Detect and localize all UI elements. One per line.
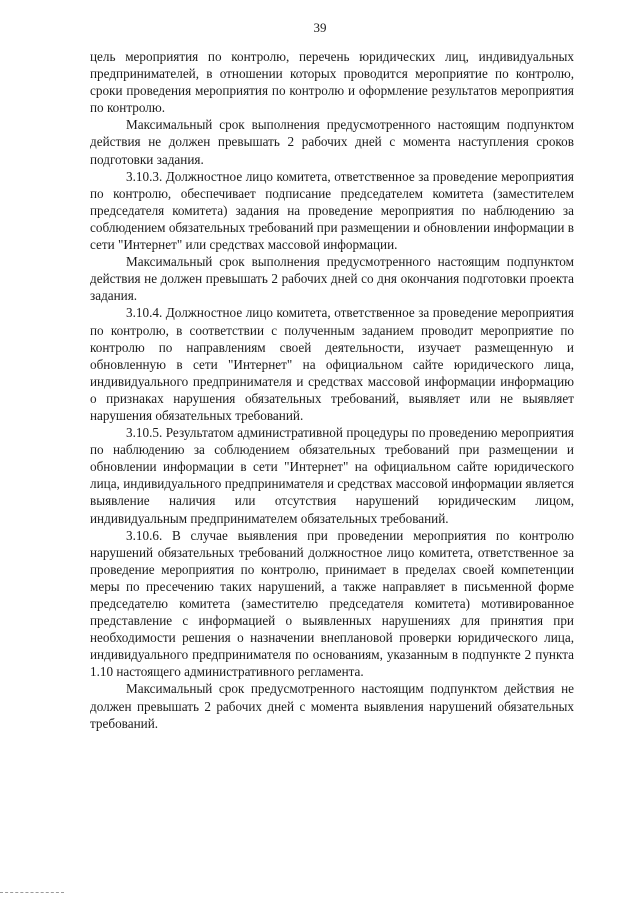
paragraph-3-10-3: 3.10.3. Должностное лицо комитета, ответственное за проведение мероприятия по контролю, обеспечивает подписание председателем комитета (заместителем председателя комитета) задания на проведение мероприятия по наблюдению за соблюдением обязательных требований при размещении и обновлении информации в сети "Интернет" или средствах массовой информации. [90,168,574,253]
footer-divider [0,892,64,893]
paragraph-continuation: цель мероприятия по контролю, перечень юридических лиц, индивидуальных предпринимателей, в отношении которых проводится мероприятие по контролю, сроки проведения мероприятия по контролю и оформление результатов мероприятия по контролю. [90,49,574,116]
page-number: 39 [313,20,327,35]
paragraph-3-10-6: 3.10.6. В случае выявления при проведении мероприятия по контролю нарушений обязательных требований должностное лицо комитета, ответственное за проведение мероприятия по контролю, принимает в пределах своей компетенции меры по пресечению таких нарушений, а также направляет в письменной форме председателю комитета (заместителю председателя комитета) мотивированное представление с информацией о выявленных нарушениях для принятия при необходимости решения о назначении внеплановой проверки юридического лица, индивидуального предпринимателя по основаниям, указанным в подпункте 2 пункта 1.10 настоящего административного регламента. [90,527,574,680]
paragraph-3-10-4: 3.10.4. Должностное лицо комитета, ответственное за проведение мероприятия по контролю, в соответствии с полученным заданием проводит мероприятие по контролю по направлениям своей деятельности, изучает размещенную и обновленную в сети "Интернет" на официальном сайте юридического лица, индивидуального предпринимателя и средствах массовой информации информацию о признаках нарушения обязательных требований, выявляет или не выявляет нарушения обязательных требований. [90,305,574,423]
paragraph-deadline-3: Максимальный срок предусмотренного настоящим подпунктом действия не должен превышать 2 рабочих дней с момента выявления нарушений обязательных требований. [90,681,574,731]
paragraph-3-10-5: 3.10.5. Результатом административной процедуры по проведению мероприятия по наблюдению за соблюдением обязательных требований при размещении и обновлении информации в сети "Интернет" на официальном сайте юридического лица, индивидуального предпринимателя и средствах массовой информации является выявление наличия или отсутствия нарушений юридическим лицом, индивидуальным предпринимателем обязательных требований. [90,425,574,526]
paragraph-deadline-1: Максимальный срок выполнения предусмотренного настоящим подпунктом действия не должен превышать 2 рабочих дней с момента наступления сроков подготовки задания. [90,117,574,167]
paragraph-deadline-2: Максимальный срок выполнения предусмотренного настоящим подпунктом действия не должен превышать 2 рабочих дней со дня окончания подготовки проекта задания. [90,254,574,304]
document-body [90,48,574,732]
